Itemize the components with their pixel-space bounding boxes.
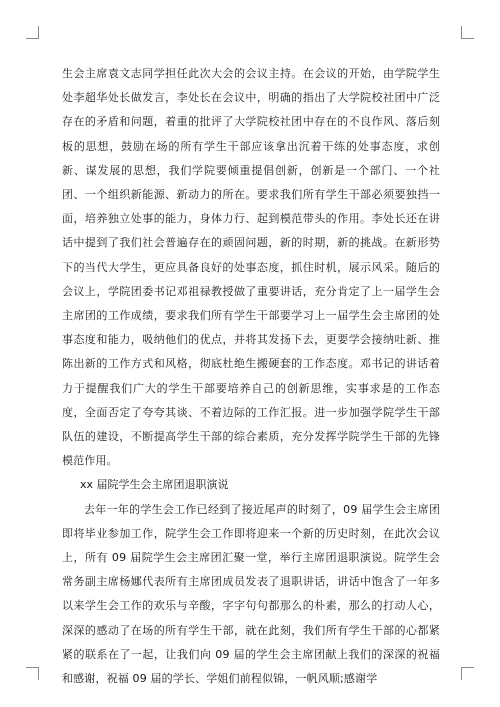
paragraph-resignation-speech: 去年一年的学生会工作已经到了接近尾声的时刻了，09 届学生会主席团即将毕业参加工作，院学生会工作即将迎来一个新的历史时刻，在此次会议上，所有 09 届院学生会主席团汇聚一堂，举行主席团退职演说。院学生会常务副主席杨娜代表所有主席团成员发表了退职讲话，讲话中饱含了一年多以来学生会工作的欢乐与辛酸，字字句句都那么的朴素，那么的打动人心，深深的感动了在场的所有学生干部，就在此刻，我们所有学生干部的心都紧紧的联系在了一起，让我们向 09 届的学生会主席团献上我们的深深的祝福和感谢，祝福 09 届的学长、学姐们前程似锦，一帆风顺;感谢学 <box>62 502 440 686</box>
document-body <box>62 62 440 691</box>
paragraph-meeting-summary: 生会主席袁文志同学担任此次大会的会议主持。在会议的开始，由学院学生处李超华处长做发言，李处长在会议中，明确的指出了大学院校社团中广泛存在的矛盾和问题，着重的批评了大学院校社团中存在的不良作风、落后刻板的思想，鼓励在场的所有学生干部应该拿出沉着干练的处事态度，求创新、谋发展的思想，我们学院要倾重提倡创新，创新是一个部门、一个社团、一个组织新能源、新动力的所在。要求我们所有学生干部必须要独挡一面，培养独立处事的能力，身体力行、起到模范带头的作用。李处长还在讲话中提到了我们社会普遍存在的顽固问题，新的时期，新的挑战。在新形势下的当代大学生，更应具备良好的处事态度，抓住时机，展示风采。随后的会议上，学院团委书记邓祖禄教授做了重要讲话，充分肯定了上一届学生会主席团的工作成绩，要求我们所有学生干部要学习上一届学生会主席团的处事态度和能力，吸纳他们的优点，并将其发扬下去，更要学会接纳吐新、推陈出新的工作方式和风格，彻底杜绝生搬硬套的工作态度。邓书记的讲话着力于提醒我们广大的学生干部要培养自己的创新思维，实事求是的工作态度，全面否定了夸夸其谈、不着边际的工作汇报。进一步加强学院学生干部队伍的建设，不断提高学生干部的综合素质，充分发挥学院学生干部的先锋模范作用。 <box>62 67 440 468</box>
crop-mark-top-right <box>461 26 474 39</box>
section-heading: xx 届院学生会主席团退职演说 <box>80 478 229 492</box>
crop-mark-top-left <box>26 26 39 39</box>
crop-mark-bottom-left <box>26 667 39 680</box>
crop-mark-bottom-right <box>461 667 474 680</box>
